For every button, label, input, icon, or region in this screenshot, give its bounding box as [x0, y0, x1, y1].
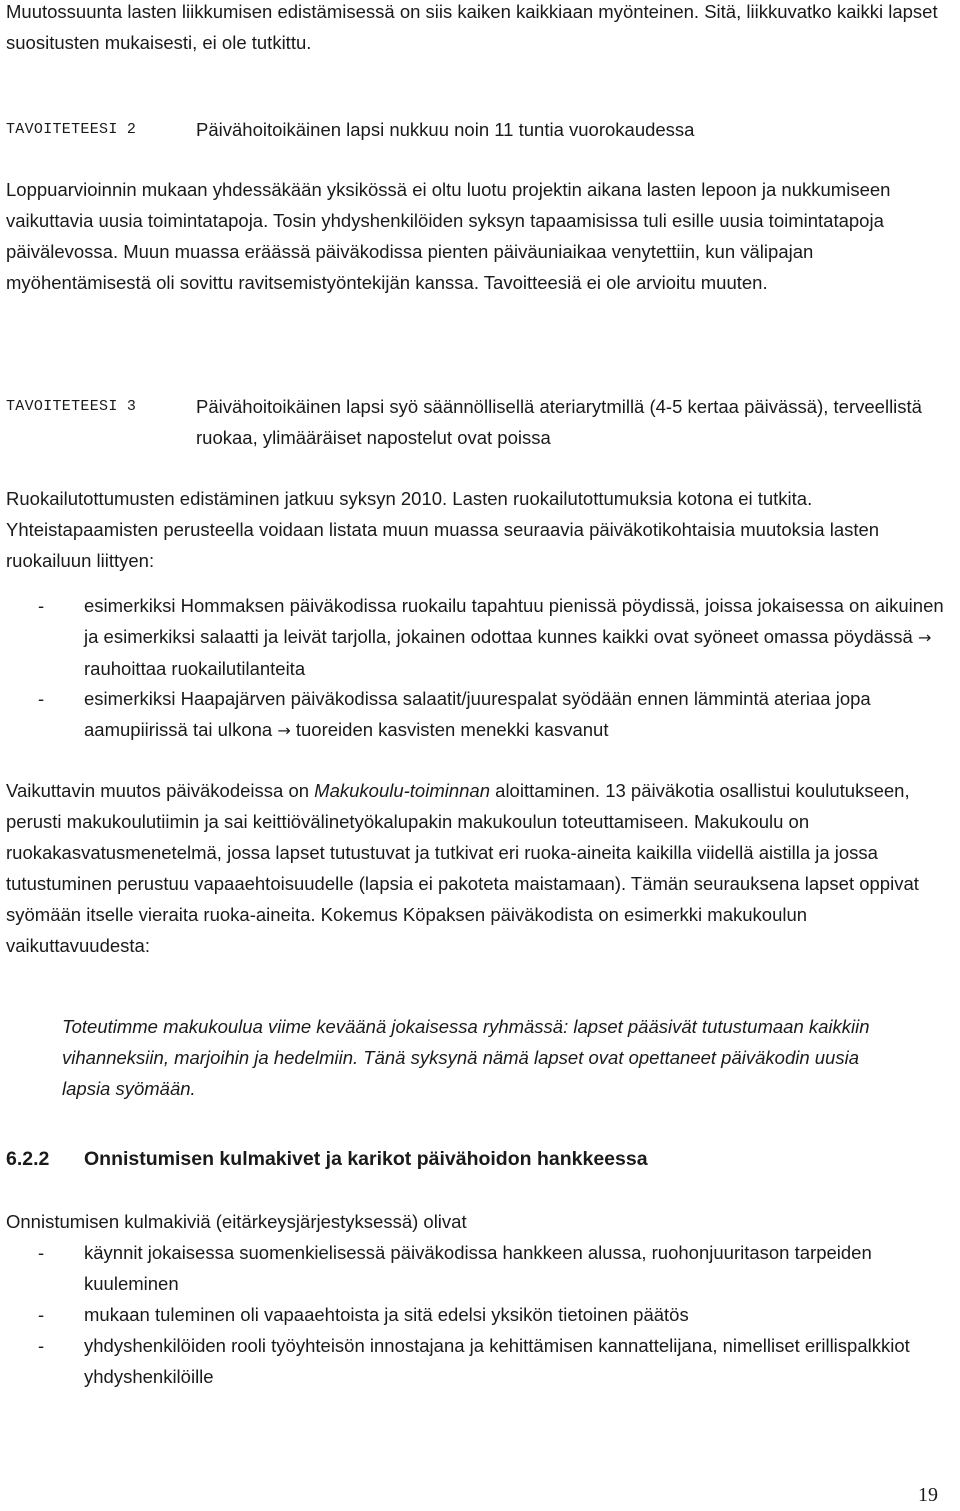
- goal-text: Päivähoitoikäinen lapsi nukkuu noin 11 tuntia vuorokaudessa: [196, 119, 695, 140]
- goal-text: Päivähoitoikäinen lapsi syö säännöllisellä ateriarytmillä (4-5 kertaa päivässä), terveellistä ruokaa, ylimääräiset napostelut ovat poissa: [196, 396, 922, 448]
- page-number: 19: [918, 1484, 938, 1506]
- list-item-text: esimerkiksi Haapajärven päiväkodissa salaatit/juurespalat syödään ennen lämmintä ateriaa jopa aamupiirissä tai ulkona → tuoreiden kasvisten menekki kasvanut: [84, 688, 871, 740]
- makukoulu-emphasis: Makukoulu-toiminnan: [314, 780, 491, 801]
- goal-tag: TAVOITETEESI 2: [6, 121, 137, 138]
- arrow-icon: →: [277, 721, 291, 740]
- list-dash: -: [38, 688, 45, 709]
- paragraph-success-intro: Onnistumisen kulmakiviä (eitärkeysjärjestyksessä) olivat: [6, 1211, 467, 1232]
- paragraph-makukoulu: Vaikuttavin muutos päiväkodeissa on Makukoulu-toiminnan aloittaminen. 13 päiväkotia osallistui koulutukseen, perusti makukoulutiimin ja sai keittiövälinetyökalupakin makukoulun toteuttamiseen. Makukoulu on ruokakasvatusmenetelmä, jossa lapset tutustuvat ja tutkivat eri ruoka-aineita kaikilla viidellä aistilla ja jossa tutustuminen perustuu vapaaehtoisuudelle (lapsia ei pakoteta maistamaan). Tämän seurauksena lapset oppivat syömään itselle vieraita ruoka-aineita. Kokemus Köpaksen päiväkodista on esimerkki makukoulun vaikuttavuudesta:: [6, 780, 919, 956]
- list-dash: -: [38, 595, 45, 616]
- paragraph-eating-habits: Ruokailutottumusten edistäminen jatkuu syksyn 2010. Lasten ruokailutottumuksia kotona ei tutkita. Yhteistapaamisten perusteella voidaan listata muun muassa seuraavia päiväkotikohtaisia muutoksia lasten ruokailuun liittyen:: [6, 488, 880, 571]
- paragraph-movement-summary: Muutossuunta lasten liikkumisen edistämisessä on siis kaiken kaikkiaan myönteinen. Sitä, liikkuvatko kaikki lapset suositusten mukaisesti, ei ole tutkittu.: [6, 1, 938, 53]
- list-dash: -: [38, 1242, 45, 1263]
- goal-tag: TAVOITETEESI 3: [6, 398, 137, 415]
- paragraph-rest-evaluation: Loppuarvioinnin mukaan yhdessäkään yksikössä ei oltu luotu projektin aikana lasten lepoon ja nukkumiseen vaikuttavia uusia toimintatapoja. Tosin yhdyshenkilöiden syksyn tapaamisissa tuli esille uusia toimintatapoja päivälevossa. Muun muassa eräässä päiväkodissa pienten päiväuniaikaa venytettiin, kun välipajan myöhentämisestä oli sovittu ravitsemistyöntekijän kanssa. Tavoitteesiä ei ole arvioitu muuten.: [6, 179, 891, 293]
- list-item-text: esimerkiksi Hommaksen päiväkodissa ruokailu tapahtuu pienissä pöydissä, joissa jokaisessa on aikuinen ja esimerkiksi salaatti ja leivät tarjolla, jokainen odottaa kunnes kaikki ovat syöneet omassa pöydässä → rauhoittaa ruokailutilanteita: [84, 595, 944, 679]
- list-item-text: mukaan tuleminen oli vapaaehtoista ja sitä edelsi yksikön tietoinen päätös: [84, 1304, 689, 1325]
- quote-kopas: Toteutimme makukoulua viime keväänä jokaisessa ryhmässä: lapset pääsivät tutustumaan kaikkiin vihanneksiin, marjoihin ja hedelmiin. Tänä syksynä nämä lapset ovat opettaneet päiväkodin uusia lapsia syömään.: [62, 1015, 870, 1099]
- list-dash: -: [38, 1304, 45, 1325]
- list-item-text: käynnit jokaisessa suomenkielisessä päiväkodissa hankkeen alussa, ruohonjuuritason tarpeiden kuuleminen: [84, 1242, 872, 1294]
- arrow-icon: →: [917, 628, 932, 647]
- list-item-text: yhdyshenkilöiden rooli työyhteisön innostajana ja kehittämisen kannattelijana, nimelliset erillispalkkiot yhdyshenkilöille: [84, 1335, 910, 1387]
- list-dash: -: [38, 1335, 45, 1356]
- section-heading: [6, 1144, 648, 1175]
- section-title: Onnistumisen kulmakivet ja karikot päivähoidon hankkeessa: [84, 1148, 648, 1170]
- section-number: 6.2.2: [6, 1148, 50, 1170]
